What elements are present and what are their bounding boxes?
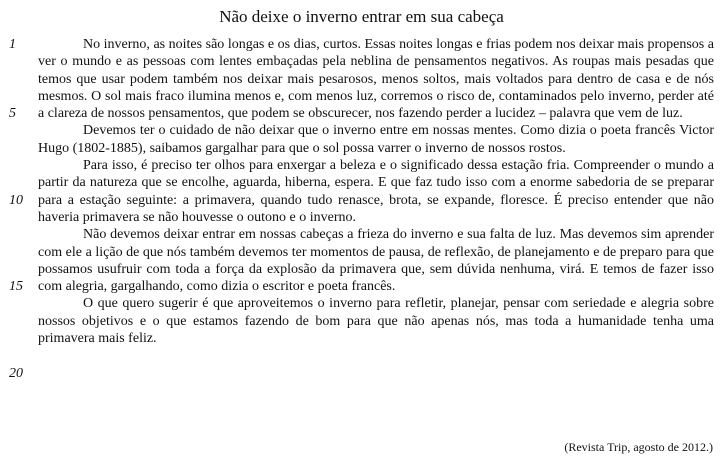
paragraph-5: O que quero sugerir é que aproveitemos o inverno para refletir, planejar, pensar com seriedade e alegria sobre nossos objetivos e o que estamos fazendo de bom para que não apenas nós, mas toda a humanidade tenha uma primavera mais feliz. (38, 296, 714, 347)
paragraph-4: Não devemos deixar entrar em nossas cabeças a frieza do inverno e sua falta de luz. Mas devemos sim aprender com ele a lição de que nós também devemos ter momentos de pausa, de reflexão, de planejamento e de preparo para que possamos usufruir com toda a força da explosão da primavera que, sem dúvida nenhuma, virá. E temos de fazer isso com alegria, gargalhando, como dizia o escritor e poeta francês. (38, 227, 714, 295)
source-citation: (Revista Trip, agosto de 2012.) (564, 440, 713, 454)
paragraph-3: Para isso, é preciso ter olhos para enxergar a beleza e o significado dessa estação fria. Compreender o mundo a partir da natureza que se encolhe, aguarda, hiberna, espera. E que faz tudo isso com a enorme sabedoria de se preparar para a estação seguinte: a primavera, quando tudo renasce, brota, se expande, floresce. É preciso entender que não haveria primavera se não houvesse o outono e o inverno. (38, 158, 714, 225)
paragraph-1: No inverno, as noites são longas e os dias, curtos. Essas noites longas e frias podem nos deixar mais propensos a ver o mundo e as pessoas com lentes embaçadas pela neblina de pensamentos negativos. As roupas mais pesadas que temos que usar podem também nos deixar mais pesarosos, menos soltos, mais voltados para dentro de casa e de nós mesmos. O sol mais fraco ilumina menos e, com menos luz, corremos o risco de, contaminados pelo inverno, perder até a clareza de nossos pensamentos, que podem se obscurecer, nos fazendo perder a lucidez – palavra que vem de luz. (38, 37, 714, 122)
article-body (38, 36, 714, 347)
line-number-5: 5 (9, 106, 16, 121)
line-number-1: 1 (9, 37, 16, 52)
line-number-15: 15 (9, 279, 23, 294)
line-number-10: 10 (9, 193, 23, 208)
paragraph-2: Devemos ter o cuidado de não deixar que o inverno entre em nossas mentes. Como dizia o poeta francês Victor Hugo (1802-1885), saibamos gargalhar para que o sol possa varrer o inverno de nossos rostos. (38, 123, 714, 156)
line-number-20: 20 (9, 366, 23, 381)
document-title: Não deixe o inverno entrar em sua cabeça (219, 7, 504, 26)
